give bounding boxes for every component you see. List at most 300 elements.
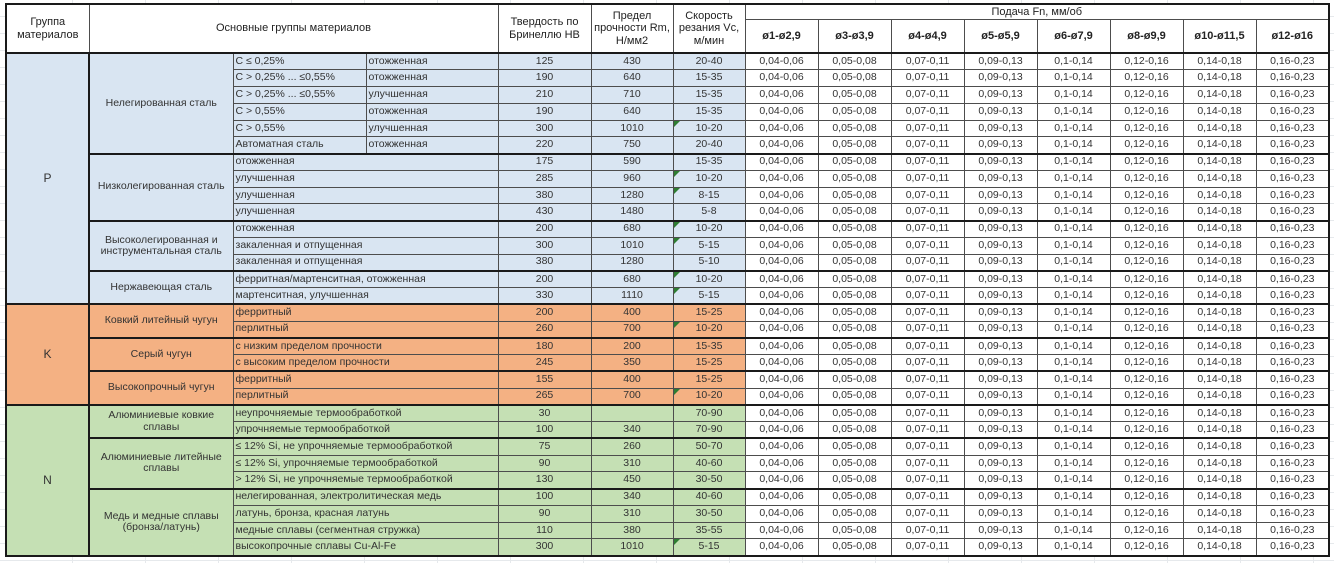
hardness-cell[interactable]: 260 xyxy=(498,321,591,338)
feed-value-cell[interactable]: 0,05-0,08 xyxy=(818,489,891,506)
strength-cell[interactable]: 260 xyxy=(591,438,673,455)
cutting-speed-cell[interactable]: 15-25 xyxy=(673,355,745,372)
condition-cell[interactable]: улучшенная xyxy=(366,87,498,104)
hardness-cell[interactable]: 245 xyxy=(498,355,591,372)
material-desc-cell[interactable]: с низким пределом прочности xyxy=(233,338,498,355)
condition-cell[interactable]: отожженная xyxy=(366,53,498,70)
feed-value-cell[interactable]: 0,12-0,16 xyxy=(1110,103,1183,120)
feed-value-cell[interactable]: 0,12-0,16 xyxy=(1110,87,1183,104)
strength-cell[interactable]: 1010 xyxy=(591,539,673,556)
feed-value-cell[interactable]: 0,16-0,23 xyxy=(1256,187,1329,204)
cutting-speed-cell[interactable]: 20-40 xyxy=(673,53,745,70)
feed-value-cell[interactable]: 0,12-0,16 xyxy=(1110,388,1183,405)
hardness-cell[interactable]: 285 xyxy=(498,170,591,187)
strength-cell[interactable]: 310 xyxy=(591,455,673,472)
feed-value-cell[interactable]: 0,16-0,23 xyxy=(1256,422,1329,439)
feed-value-cell[interactable]: 0,04-0,06 xyxy=(745,170,818,187)
strength-cell[interactable]: 1110 xyxy=(591,288,673,305)
subgroup-name-cell[interactable]: Ковкий литейный чугун xyxy=(89,304,233,338)
cutting-speed-cell[interactable]: 10-20 xyxy=(673,321,745,338)
feed-value-cell[interactable]: 0,12-0,16 xyxy=(1110,438,1183,455)
feed-value-cell[interactable]: 0,09-0,13 xyxy=(964,221,1037,238)
material-desc-cell[interactable]: C > 0,25% ... ≤0,55% xyxy=(233,87,366,104)
feed-value-cell[interactable]: 0,09-0,13 xyxy=(964,70,1037,87)
feed-value-cell[interactable]: 0,09-0,13 xyxy=(964,187,1037,204)
feed-value-cell[interactable]: 0,09-0,13 xyxy=(964,53,1037,70)
feed-value-cell[interactable]: 0,12-0,16 xyxy=(1110,304,1183,321)
feed-value-cell[interactable]: 0,16-0,23 xyxy=(1256,438,1329,455)
feed-value-cell[interactable]: 0,1-0,14 xyxy=(1037,170,1110,187)
strength-cell[interactable]: 380 xyxy=(591,522,673,539)
feed-value-cell[interactable]: 0,1-0,14 xyxy=(1037,271,1110,288)
feed-value-cell[interactable]: 0,04-0,06 xyxy=(745,288,818,305)
hardness-cell[interactable]: 200 xyxy=(498,304,591,321)
feed-value-cell[interactable]: 0,1-0,14 xyxy=(1037,103,1110,120)
subgroup-name-cell[interactable]: Алюминиевые ковкие сплавы xyxy=(89,405,233,439)
feed-value-cell[interactable]: 0,04-0,06 xyxy=(745,154,818,171)
feed-value-cell[interactable]: 0,16-0,23 xyxy=(1256,355,1329,372)
feed-value-cell[interactable]: 0,1-0,14 xyxy=(1037,489,1110,506)
hardness-cell[interactable]: 200 xyxy=(498,221,591,238)
feed-value-cell[interactable]: 0,04-0,06 xyxy=(745,321,818,338)
feed-value-cell[interactable]: 0,09-0,13 xyxy=(964,472,1037,489)
cutting-speed-cell[interactable]: 15-35 xyxy=(673,103,745,120)
cutting-speed-cell[interactable]: 30-50 xyxy=(673,472,745,489)
feed-value-cell[interactable]: 0,09-0,13 xyxy=(964,271,1037,288)
feed-value-cell[interactable]: 0,07-0,11 xyxy=(891,237,964,254)
feed-value-cell[interactable]: 0,09-0,13 xyxy=(964,321,1037,338)
material-desc-cell[interactable]: перлитный xyxy=(233,388,498,405)
feed-value-cell[interactable]: 0,05-0,08 xyxy=(818,472,891,489)
condition-cell[interactable]: отожженная xyxy=(366,137,498,154)
feed-value-cell[interactable]: 0,07-0,11 xyxy=(891,539,964,556)
condition-cell[interactable]: отожженная xyxy=(366,70,498,87)
feed-value-cell[interactable]: 0,05-0,08 xyxy=(818,254,891,271)
hardness-cell[interactable]: 130 xyxy=(498,472,591,489)
feed-value-cell[interactable]: 0,09-0,13 xyxy=(964,405,1037,422)
feed-value-cell[interactable]: 0,04-0,06 xyxy=(745,271,818,288)
strength-cell[interactable]: 710 xyxy=(591,87,673,104)
feed-value-cell[interactable]: 0,09-0,13 xyxy=(964,505,1037,522)
subgroup-name-cell[interactable]: Низколегированная сталь xyxy=(89,154,233,221)
strength-cell[interactable]: 200 xyxy=(591,338,673,355)
strength-cell[interactable]: 1280 xyxy=(591,187,673,204)
strength-cell[interactable]: 1280 xyxy=(591,254,673,271)
feed-value-cell[interactable]: 0,16-0,23 xyxy=(1256,137,1329,154)
feed-value-cell[interactable]: 0,04-0,06 xyxy=(745,539,818,556)
feed-value-cell[interactable]: 0,1-0,14 xyxy=(1037,455,1110,472)
feed-value-cell[interactable]: 0,16-0,23 xyxy=(1256,271,1329,288)
feed-value-cell[interactable]: 0,16-0,23 xyxy=(1256,539,1329,556)
feed-value-cell[interactable]: 0,04-0,06 xyxy=(745,489,818,506)
feed-value-cell[interactable]: 0,05-0,08 xyxy=(818,338,891,355)
feed-value-cell[interactable]: 0,09-0,13 xyxy=(964,120,1037,137)
feed-value-cell[interactable]: 0,07-0,11 xyxy=(891,170,964,187)
feed-value-cell[interactable]: 0,1-0,14 xyxy=(1037,472,1110,489)
hardness-cell[interactable]: 300 xyxy=(498,237,591,254)
hardness-cell[interactable]: 155 xyxy=(498,371,591,388)
feed-value-cell[interactable]: 0,09-0,13 xyxy=(964,371,1037,388)
hardness-cell[interactable]: 300 xyxy=(498,120,591,137)
feed-value-cell[interactable]: 0,1-0,14 xyxy=(1037,338,1110,355)
feed-value-cell[interactable]: 0,16-0,23 xyxy=(1256,522,1329,539)
feed-value-cell[interactable]: 0,04-0,06 xyxy=(745,204,818,221)
hardness-cell[interactable]: 100 xyxy=(498,489,591,506)
material-group-cell[interactable]: K xyxy=(6,304,89,405)
feed-value-cell[interactable]: 0,16-0,23 xyxy=(1256,170,1329,187)
feed-value-cell[interactable]: 0,12-0,16 xyxy=(1110,355,1183,372)
feed-value-cell[interactable]: 0,16-0,23 xyxy=(1256,472,1329,489)
feed-value-cell[interactable]: 0,05-0,08 xyxy=(818,70,891,87)
cutting-speed-cell[interactable]: 10-20 xyxy=(673,120,745,137)
feed-value-cell[interactable]: 0,05-0,08 xyxy=(818,87,891,104)
strength-cell[interactable]: 310 xyxy=(591,505,673,522)
hardness-cell[interactable]: 190 xyxy=(498,70,591,87)
feed-value-cell[interactable]: 0,1-0,14 xyxy=(1037,70,1110,87)
feed-value-cell[interactable]: 0,05-0,08 xyxy=(818,455,891,472)
feed-value-cell[interactable]: 0,1-0,14 xyxy=(1037,53,1110,70)
feed-value-cell[interactable]: 0,09-0,13 xyxy=(964,522,1037,539)
feed-value-cell[interactable]: 0,04-0,06 xyxy=(745,187,818,204)
feed-value-cell[interactable]: 0,12-0,16 xyxy=(1110,237,1183,254)
feed-value-cell[interactable]: 0,05-0,08 xyxy=(818,539,891,556)
cutting-speed-cell[interactable]: 40-60 xyxy=(673,455,745,472)
feed-value-cell[interactable]: 0,14-0,18 xyxy=(1183,271,1256,288)
feed-value-cell[interactable]: 0,07-0,11 xyxy=(891,405,964,422)
strength-cell[interactable]: 960 xyxy=(591,170,673,187)
cutting-speed-cell[interactable]: 15-35 xyxy=(673,338,745,355)
feed-value-cell[interactable]: 0,12-0,16 xyxy=(1110,254,1183,271)
feed-value-cell[interactable]: 0,14-0,18 xyxy=(1183,489,1256,506)
hardness-cell[interactable]: 200 xyxy=(498,271,591,288)
feed-value-cell[interactable]: 0,09-0,13 xyxy=(964,355,1037,372)
feed-value-cell[interactable]: 0,05-0,08 xyxy=(818,304,891,321)
header-feed-diameter[interactable]: ø8-ø9,9 xyxy=(1110,19,1183,53)
feed-value-cell[interactable]: 0,07-0,11 xyxy=(891,338,964,355)
feed-value-cell[interactable]: 0,12-0,16 xyxy=(1110,472,1183,489)
feed-value-cell[interactable]: 0,16-0,23 xyxy=(1256,204,1329,221)
feed-value-cell[interactable]: 0,1-0,14 xyxy=(1037,405,1110,422)
feed-value-cell[interactable]: 0,07-0,11 xyxy=(891,70,964,87)
hardness-cell[interactable]: 110 xyxy=(498,522,591,539)
hardness-cell[interactable]: 380 xyxy=(498,187,591,204)
feed-value-cell[interactable]: 0,1-0,14 xyxy=(1037,154,1110,171)
feed-value-cell[interactable]: 0,14-0,18 xyxy=(1183,405,1256,422)
feed-value-cell[interactable]: 0,1-0,14 xyxy=(1037,237,1110,254)
feed-value-cell[interactable]: 0,07-0,11 xyxy=(891,355,964,372)
feed-value-cell[interactable]: 0,07-0,11 xyxy=(891,388,964,405)
hardness-cell[interactable]: 430 xyxy=(498,204,591,221)
condition-cell[interactable]: улучшенная xyxy=(366,120,498,137)
material-desc-cell[interactable]: ферритный xyxy=(233,371,498,388)
feed-value-cell[interactable]: 0,16-0,23 xyxy=(1256,103,1329,120)
feed-value-cell[interactable]: 0,07-0,11 xyxy=(891,103,964,120)
feed-value-cell[interactable]: 0,14-0,18 xyxy=(1183,154,1256,171)
feed-value-cell[interactable]: 0,16-0,23 xyxy=(1256,237,1329,254)
feed-value-cell[interactable]: 0,14-0,18 xyxy=(1183,53,1256,70)
material-desc-cell[interactable]: закаленная и отпущенная xyxy=(233,254,498,271)
cutting-speed-cell[interactable]: 5-8 xyxy=(673,204,745,221)
header-feed-diameter[interactable]: ø10-ø11,5 xyxy=(1183,19,1256,53)
feed-value-cell[interactable]: 0,14-0,18 xyxy=(1183,505,1256,522)
feed-value-cell[interactable]: 0,14-0,18 xyxy=(1183,170,1256,187)
cutting-speed-cell[interactable]: 8-15 xyxy=(673,187,745,204)
header-feed-diameter[interactable]: ø5-ø5,9 xyxy=(964,19,1037,53)
header-cutting-speed[interactable]: Скорость резания Vc, м/мин xyxy=(673,4,745,53)
header-hardness[interactable]: Твердость по Бринеллю HB xyxy=(498,4,591,53)
header-feed-diameter[interactable]: ø3-ø3,9 xyxy=(818,19,891,53)
header-material-group[interactable]: Группа материалов xyxy=(6,4,89,53)
material-desc-cell[interactable]: нелегированная, электролитическая медь xyxy=(233,489,498,506)
feed-value-cell[interactable]: 0,04-0,06 xyxy=(745,87,818,104)
material-desc-cell[interactable]: C > 0,25% ... ≤0,55% xyxy=(233,70,366,87)
hardness-cell[interactable]: 180 xyxy=(498,338,591,355)
feed-value-cell[interactable]: 0,05-0,08 xyxy=(818,388,891,405)
feed-value-cell[interactable]: 0,14-0,18 xyxy=(1183,422,1256,439)
material-group-cell[interactable]: P xyxy=(6,53,89,304)
feed-value-cell[interactable]: 0,14-0,18 xyxy=(1183,120,1256,137)
hardness-cell[interactable]: 125 xyxy=(498,53,591,70)
cutting-speed-cell[interactable]: 10-20 xyxy=(673,271,745,288)
feed-value-cell[interactable]: 0,04-0,06 xyxy=(745,70,818,87)
material-desc-cell[interactable]: C > 0,55% xyxy=(233,120,366,137)
feed-value-cell[interactable]: 0,05-0,08 xyxy=(818,187,891,204)
feed-value-cell[interactable]: 0,07-0,11 xyxy=(891,522,964,539)
hardness-cell[interactable]: 220 xyxy=(498,137,591,154)
feed-value-cell[interactable]: 0,07-0,11 xyxy=(891,221,964,238)
strength-cell[interactable]: 430 xyxy=(591,53,673,70)
feed-value-cell[interactable]: 0,05-0,08 xyxy=(818,371,891,388)
cutting-speed-cell[interactable]: 5-15 xyxy=(673,237,745,254)
feed-value-cell[interactable]: 0,07-0,11 xyxy=(891,87,964,104)
cutting-speed-cell[interactable]: 70-90 xyxy=(673,422,745,439)
feed-value-cell[interactable]: 0,14-0,18 xyxy=(1183,187,1256,204)
header-feed-diameter[interactable]: ø6-ø7,9 xyxy=(1037,19,1110,53)
hardness-cell[interactable]: 300 xyxy=(498,539,591,556)
cutting-speed-cell[interactable]: 50-70 xyxy=(673,438,745,455)
feed-value-cell[interactable]: 0,04-0,06 xyxy=(745,120,818,137)
feed-value-cell[interactable]: 0,12-0,16 xyxy=(1110,338,1183,355)
feed-value-cell[interactable]: 0,04-0,06 xyxy=(745,355,818,372)
feed-value-cell[interactable]: 0,16-0,23 xyxy=(1256,288,1329,305)
feed-value-cell[interactable]: 0,1-0,14 xyxy=(1037,87,1110,104)
feed-value-cell[interactable]: 0,16-0,23 xyxy=(1256,321,1329,338)
strength-cell[interactable]: 680 xyxy=(591,221,673,238)
material-desc-cell[interactable]: C ≤ 0,25% xyxy=(233,53,366,70)
feed-value-cell[interactable]: 0,1-0,14 xyxy=(1037,321,1110,338)
cutting-speed-cell[interactable]: 5-10 xyxy=(673,254,745,271)
header-feed[interactable]: Подача Fn, мм/об xyxy=(745,4,1329,19)
feed-value-cell[interactable]: 0,1-0,14 xyxy=(1037,539,1110,556)
strength-cell[interactable]: 700 xyxy=(591,321,673,338)
feed-value-cell[interactable]: 0,05-0,08 xyxy=(818,237,891,254)
feed-value-cell[interactable]: 0,14-0,18 xyxy=(1183,304,1256,321)
material-desc-cell[interactable]: улучшенная xyxy=(233,204,498,221)
feed-value-cell[interactable]: 0,05-0,08 xyxy=(818,154,891,171)
feed-value-cell[interactable]: 0,07-0,11 xyxy=(891,438,964,455)
strength-cell[interactable]: 590 xyxy=(591,154,673,171)
feed-value-cell[interactable]: 0,1-0,14 xyxy=(1037,221,1110,238)
feed-value-cell[interactable]: 0,05-0,08 xyxy=(818,103,891,120)
feed-value-cell[interactable]: 0,05-0,08 xyxy=(818,355,891,372)
hardness-cell[interactable]: 330 xyxy=(498,288,591,305)
feed-value-cell[interactable]: 0,16-0,23 xyxy=(1256,221,1329,238)
material-desc-cell[interactable]: отожженная xyxy=(233,154,498,171)
feed-value-cell[interactable]: 0,09-0,13 xyxy=(964,170,1037,187)
strength-cell[interactable]: 340 xyxy=(591,422,673,439)
feed-value-cell[interactable]: 0,05-0,08 xyxy=(818,438,891,455)
strength-cell[interactable]: 340 xyxy=(591,489,673,506)
feed-value-cell[interactable]: 0,04-0,06 xyxy=(745,405,818,422)
feed-value-cell[interactable]: 0,09-0,13 xyxy=(964,288,1037,305)
cutting-speed-cell[interactable]: 10-20 xyxy=(673,388,745,405)
feed-value-cell[interactable]: 0,07-0,11 xyxy=(891,472,964,489)
feed-value-cell[interactable]: 0,07-0,11 xyxy=(891,422,964,439)
feed-value-cell[interactable]: 0,14-0,18 xyxy=(1183,371,1256,388)
material-desc-cell[interactable]: C > 0,55% xyxy=(233,103,366,120)
hardness-cell[interactable]: 190 xyxy=(498,103,591,120)
feed-value-cell[interactable]: 0,16-0,23 xyxy=(1256,405,1329,422)
feed-value-cell[interactable]: 0,1-0,14 xyxy=(1037,505,1110,522)
strength-cell[interactable]: 640 xyxy=(591,103,673,120)
feed-value-cell[interactable]: 0,04-0,06 xyxy=(745,338,818,355)
subgroup-name-cell[interactable]: Нержавеющая сталь xyxy=(89,271,233,305)
feed-value-cell[interactable]: 0,14-0,18 xyxy=(1183,455,1256,472)
feed-value-cell[interactable]: 0,14-0,18 xyxy=(1183,321,1256,338)
feed-value-cell[interactable]: 0,04-0,06 xyxy=(745,438,818,455)
cutting-speed-cell[interactable]: 30-50 xyxy=(673,505,745,522)
feed-value-cell[interactable]: 0,09-0,13 xyxy=(964,254,1037,271)
feed-value-cell[interactable]: 0,04-0,06 xyxy=(745,472,818,489)
cutting-speed-cell[interactable]: 15-35 xyxy=(673,154,745,171)
strength-cell[interactable]: 640 xyxy=(591,70,673,87)
feed-value-cell[interactable]: 0,04-0,06 xyxy=(745,304,818,321)
feed-value-cell[interactable]: 0,04-0,06 xyxy=(745,221,818,238)
feed-value-cell[interactable]: 0,05-0,08 xyxy=(818,522,891,539)
feed-value-cell[interactable]: 0,05-0,08 xyxy=(818,288,891,305)
feed-value-cell[interactable]: 0,04-0,06 xyxy=(745,455,818,472)
feed-value-cell[interactable]: 0,09-0,13 xyxy=(964,154,1037,171)
material-desc-cell[interactable]: ≤ 12% Si, упрочняемые термообработкой xyxy=(233,455,498,472)
cutting-speed-cell[interactable]: 10-20 xyxy=(673,221,745,238)
feed-value-cell[interactable]: 0,16-0,23 xyxy=(1256,87,1329,104)
feed-value-cell[interactable]: 0,09-0,13 xyxy=(964,304,1037,321)
feed-value-cell[interactable]: 0,14-0,18 xyxy=(1183,388,1256,405)
feed-value-cell[interactable]: 0,05-0,08 xyxy=(818,137,891,154)
feed-value-cell[interactable]: 0,09-0,13 xyxy=(964,137,1037,154)
feed-value-cell[interactable]: 0,16-0,23 xyxy=(1256,371,1329,388)
feed-value-cell[interactable]: 0,07-0,11 xyxy=(891,288,964,305)
feed-value-cell[interactable]: 0,07-0,11 xyxy=(891,254,964,271)
feed-value-cell[interactable]: 0,04-0,06 xyxy=(745,103,818,120)
cutting-speed-cell[interactable]: 35-55 xyxy=(673,522,745,539)
material-group-cell[interactable]: N xyxy=(6,405,89,556)
cutting-speed-cell[interactable]: 70-90 xyxy=(673,405,745,422)
material-desc-cell[interactable]: улучшенная xyxy=(233,170,498,187)
cutting-speed-cell[interactable]: 5-15 xyxy=(673,288,745,305)
feed-value-cell[interactable]: 0,14-0,18 xyxy=(1183,539,1256,556)
material-desc-cell[interactable]: высокопрочные сплавы Cu-Al-Fe xyxy=(233,539,498,556)
feed-value-cell[interactable]: 0,04-0,06 xyxy=(745,371,818,388)
hardness-cell[interactable]: 210 xyxy=(498,87,591,104)
feed-value-cell[interactable]: 0,14-0,18 xyxy=(1183,221,1256,238)
feed-value-cell[interactable]: 0,1-0,14 xyxy=(1037,288,1110,305)
feed-value-cell[interactable]: 0,14-0,18 xyxy=(1183,103,1256,120)
feed-value-cell[interactable]: 0,05-0,08 xyxy=(818,204,891,221)
material-desc-cell[interactable]: ферритная/мартенситная, отожженная xyxy=(233,271,498,288)
feed-value-cell[interactable]: 0,05-0,08 xyxy=(818,170,891,187)
feed-value-cell[interactable]: 0,05-0,08 xyxy=(818,505,891,522)
feed-value-cell[interactable]: 0,07-0,11 xyxy=(891,489,964,506)
feed-value-cell[interactable]: 0,07-0,11 xyxy=(891,154,964,171)
feed-value-cell[interactable]: 0,1-0,14 xyxy=(1037,304,1110,321)
feed-value-cell[interactable]: 0,14-0,18 xyxy=(1183,472,1256,489)
feed-value-cell[interactable]: 0,14-0,18 xyxy=(1183,87,1256,104)
feed-value-cell[interactable]: 0,16-0,23 xyxy=(1256,154,1329,171)
feed-value-cell[interactable]: 0,09-0,13 xyxy=(964,204,1037,221)
feed-value-cell[interactable]: 0,07-0,11 xyxy=(891,371,964,388)
feed-value-cell[interactable]: 0,04-0,06 xyxy=(745,137,818,154)
hardness-cell[interactable]: 265 xyxy=(498,388,591,405)
feed-value-cell[interactable]: 0,09-0,13 xyxy=(964,438,1037,455)
feed-value-cell[interactable]: 0,1-0,14 xyxy=(1037,438,1110,455)
feed-value-cell[interactable]: 0,14-0,18 xyxy=(1183,237,1256,254)
feed-value-cell[interactable]: 0,05-0,08 xyxy=(818,422,891,439)
cutting-speed-cell[interactable]: 15-35 xyxy=(673,87,745,104)
strength-cell[interactable]: 1010 xyxy=(591,237,673,254)
feed-value-cell[interactable]: 0,14-0,18 xyxy=(1183,522,1256,539)
feed-value-cell[interactable]: 0,1-0,14 xyxy=(1037,187,1110,204)
cutting-speed-cell[interactable]: 10-20 xyxy=(673,170,745,187)
feed-value-cell[interactable]: 0,14-0,18 xyxy=(1183,438,1256,455)
feed-value-cell[interactable]: 0,14-0,18 xyxy=(1183,70,1256,87)
feed-value-cell[interactable]: 0,07-0,11 xyxy=(891,120,964,137)
hardness-cell[interactable]: 175 xyxy=(498,154,591,171)
feed-value-cell[interactable]: 0,12-0,16 xyxy=(1110,288,1183,305)
cutting-speed-cell[interactable]: 15-25 xyxy=(673,304,745,321)
feed-value-cell[interactable]: 0,14-0,18 xyxy=(1183,204,1256,221)
feed-value-cell[interactable]: 0,07-0,11 xyxy=(891,505,964,522)
hardness-cell[interactable]: 75 xyxy=(498,438,591,455)
subgroup-name-cell[interactable]: Высокопрочный чугун xyxy=(89,371,233,405)
feed-value-cell[interactable]: 0,1-0,14 xyxy=(1037,388,1110,405)
feed-value-cell[interactable]: 0,07-0,11 xyxy=(891,204,964,221)
feed-value-cell[interactable]: 0,1-0,14 xyxy=(1037,422,1110,439)
feed-value-cell[interactable]: 0,14-0,18 xyxy=(1183,355,1256,372)
subgroup-name-cell[interactable]: Алюминиевые литейные сплавы xyxy=(89,438,233,488)
feed-value-cell[interactable]: 0,09-0,13 xyxy=(964,87,1037,104)
strength-cell[interactable]: 400 xyxy=(591,304,673,321)
feed-value-cell[interactable]: 0,16-0,23 xyxy=(1256,489,1329,506)
material-desc-cell[interactable]: ферритный xyxy=(233,304,498,321)
feed-value-cell[interactable]: 0,1-0,14 xyxy=(1037,371,1110,388)
strength-cell[interactable]: 350 xyxy=(591,355,673,372)
feed-value-cell[interactable]: 0,07-0,11 xyxy=(891,304,964,321)
material-desc-cell[interactable]: ≤ 12% Si, не упрочняемые термообработкой xyxy=(233,438,498,455)
material-desc-cell[interactable]: перлитный xyxy=(233,321,498,338)
feed-value-cell[interactable]: 0,16-0,23 xyxy=(1256,505,1329,522)
feed-value-cell[interactable]: 0,09-0,13 xyxy=(964,388,1037,405)
header-feed-diameter[interactable]: ø1-ø2,9 xyxy=(745,19,818,53)
subgroup-name-cell[interactable]: Серый чугун xyxy=(89,338,233,372)
feed-value-cell[interactable]: 0,07-0,11 xyxy=(891,187,964,204)
feed-value-cell[interactable]: 0,05-0,08 xyxy=(818,221,891,238)
feed-value-cell[interactable]: 0,16-0,23 xyxy=(1256,254,1329,271)
hardness-cell[interactable]: 380 xyxy=(498,254,591,271)
feed-value-cell[interactable]: 0,16-0,23 xyxy=(1256,53,1329,70)
subgroup-name-cell[interactable]: Нелегированная сталь xyxy=(89,53,233,154)
feed-value-cell[interactable]: 0,1-0,14 xyxy=(1037,120,1110,137)
